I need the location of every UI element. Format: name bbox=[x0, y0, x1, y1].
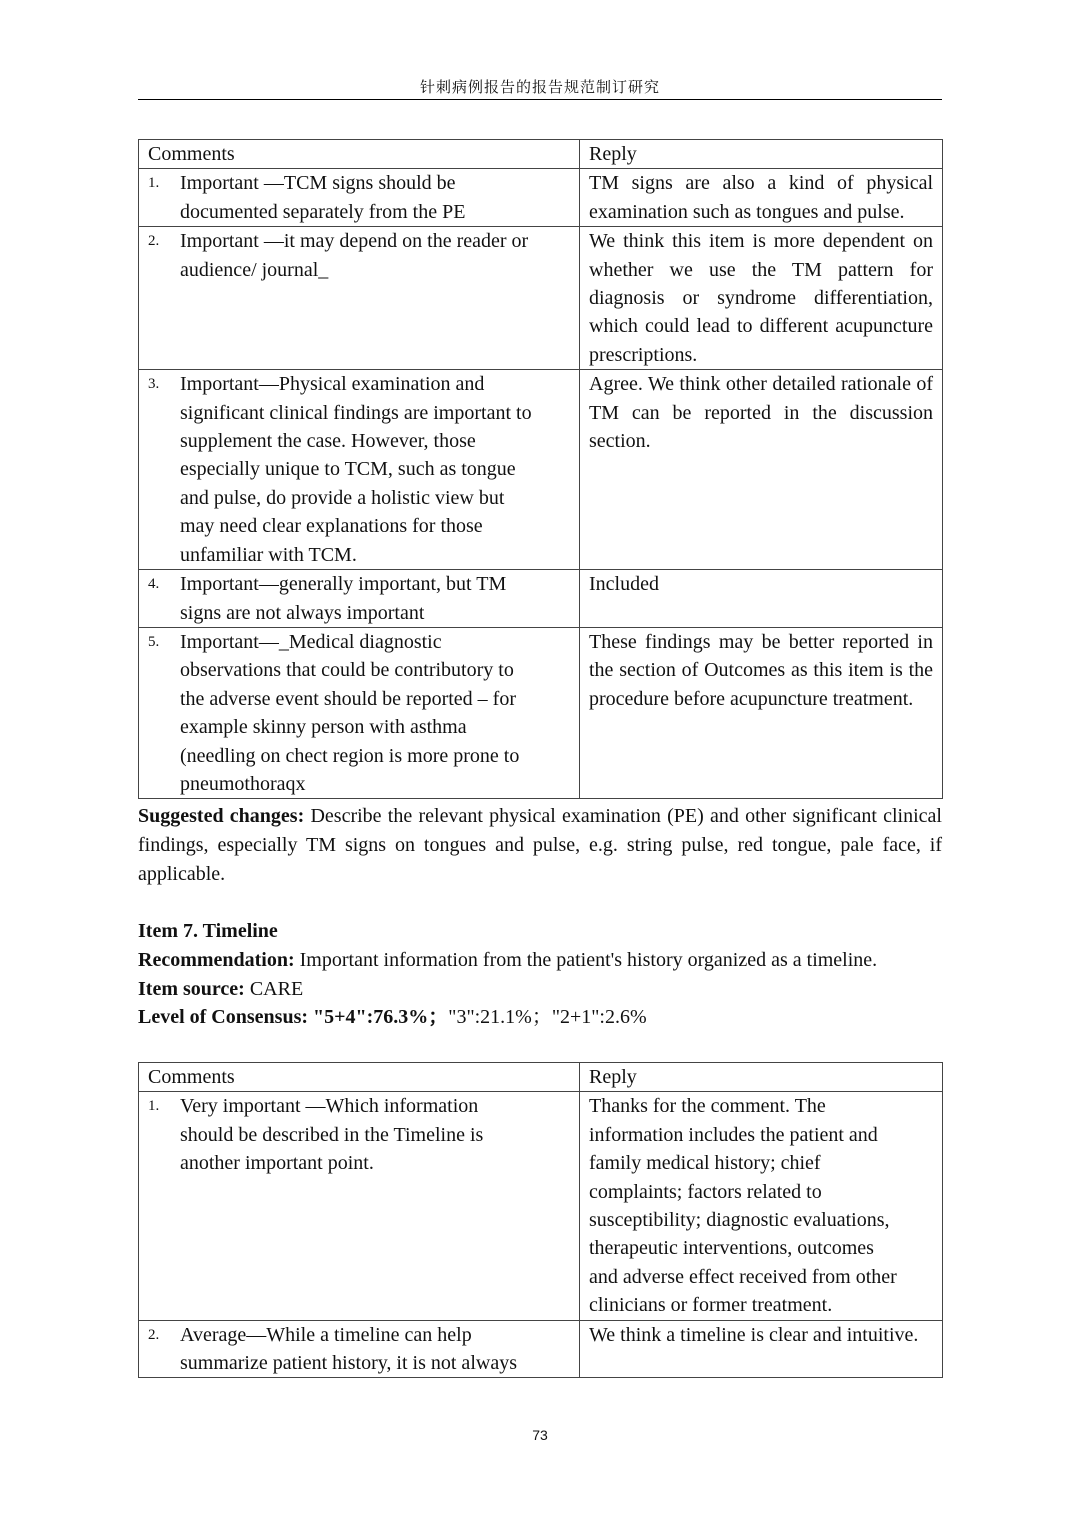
recommendation-label: Recommendation: bbox=[138, 948, 295, 971]
comment-text: Very important —Which information should be described in the Timeline is another important point. bbox=[180, 1095, 484, 1175]
comment-number: 1. bbox=[148, 1098, 160, 1115]
comment-cell bbox=[139, 227, 580, 370]
suggested-changes bbox=[138, 802, 942, 888]
comment-text: Important—Physical examination and significant clinical findings are important to supplement the case. However, those especially unique to TCM, such as tongue and pulse, do provide a holistic view but may need clear explanations for those unfamiliar with TCM. bbox=[180, 373, 532, 566]
comment-cell bbox=[139, 1320, 580, 1378]
reply-cell: Agree. We think other detailed rationale of TM can be reported in the discussion section. bbox=[580, 370, 943, 570]
suggested-label: Suggested changes: bbox=[138, 805, 305, 827]
reply-cell: We think this item is more dependent on whether we use the TM pattern for diagnosis or syndrome differentiation, which could lead to different acupuncture prescriptions. bbox=[580, 227, 943, 370]
comment-cell bbox=[139, 1092, 580, 1320]
running-header: 针刺病例报告的报告规范制订研究 bbox=[419, 78, 660, 96]
table-row bbox=[139, 227, 943, 370]
source-text: CARE bbox=[244, 977, 304, 1000]
col-comments: Comments bbox=[139, 1063, 580, 1092]
comment-number: 1. bbox=[148, 175, 160, 192]
reply-cell: We think a timeline is clear and intuitive. bbox=[580, 1320, 943, 1378]
comment-cell bbox=[139, 627, 580, 798]
table-row bbox=[139, 570, 943, 628]
comment-text: Important—generally important, but TM signs are not always important bbox=[180, 573, 507, 624]
comment-cell bbox=[139, 370, 580, 570]
table-header-row bbox=[139, 1063, 943, 1092]
table-row bbox=[139, 627, 943, 798]
consensus-label: Level of Consensus: "5+4":76.3%； bbox=[138, 1006, 449, 1029]
recommendation-text: Important information from the patient's history organized as a timeline. bbox=[294, 948, 878, 971]
comment-number: 5. bbox=[148, 633, 160, 650]
header-rule bbox=[138, 99, 942, 100]
comment-cell bbox=[139, 169, 580, 227]
comment-number: 4. bbox=[148, 576, 160, 593]
suggested-text: Describe the relevant physical examination (PE) and other significant clinical findings, especially TM signs on tongues and pulse, e.g. string pulse, red tongue, pale face, if applicable. bbox=[138, 805, 942, 885]
col-reply: Reply bbox=[580, 1063, 943, 1092]
reply-cell: These findings may be better reported in the section of Outcomes as this item is the procedure before acupuncture treatment. bbox=[580, 627, 943, 798]
reply-cell: TM signs are also a kind of physical examination such as tongues and pulse. bbox=[580, 169, 943, 227]
table-row bbox=[139, 1320, 943, 1378]
comment-cell bbox=[139, 570, 580, 628]
comment-text: Important —it may depend on the reader or audience/ journal_ bbox=[180, 230, 529, 281]
table-row bbox=[139, 370, 943, 570]
comments-table-item7 bbox=[138, 1062, 943, 1378]
table-row bbox=[139, 169, 943, 227]
comment-number: 2. bbox=[148, 1326, 160, 1343]
source-label: Item source: bbox=[138, 977, 245, 1000]
page-number: 73 bbox=[532, 1427, 548, 1443]
comment-text: Average—While a timeline can help summarize patient history, it is not always bbox=[180, 1323, 517, 1375]
item7-section bbox=[138, 917, 942, 1032]
comment-text: Important —TCM signs should be documented separately from the PE bbox=[180, 172, 466, 223]
consensus-text: "3":21.1%；"2+1":2.6% bbox=[448, 1006, 647, 1029]
col-comments: Comments bbox=[139, 140, 580, 169]
col-reply: Reply bbox=[580, 140, 943, 169]
item-title: Item 7. Timeline bbox=[138, 920, 278, 942]
table-row bbox=[139, 1092, 943, 1320]
comment-text: Important—_Medical diagnostic observations that could be contributory to the adverse event should be reported – for example skinny person with asthma (needling on chect region is more prone to pneumothoraqx bbox=[180, 630, 520, 795]
reply-cell: Included bbox=[580, 570, 943, 628]
table-header-row bbox=[139, 140, 943, 169]
reply-cell: Thanks for the comment. The information includes the patient and family medical history; chief complaints; factors related to susceptibility; diagnostic evaluations, therapeutic interventions, outcomes and adverse effect received from other clinicians or former treatment. bbox=[580, 1092, 943, 1320]
comment-number: 3. bbox=[148, 376, 160, 393]
comments-table-item6 bbox=[138, 139, 943, 799]
comment-number: 2. bbox=[148, 233, 160, 250]
